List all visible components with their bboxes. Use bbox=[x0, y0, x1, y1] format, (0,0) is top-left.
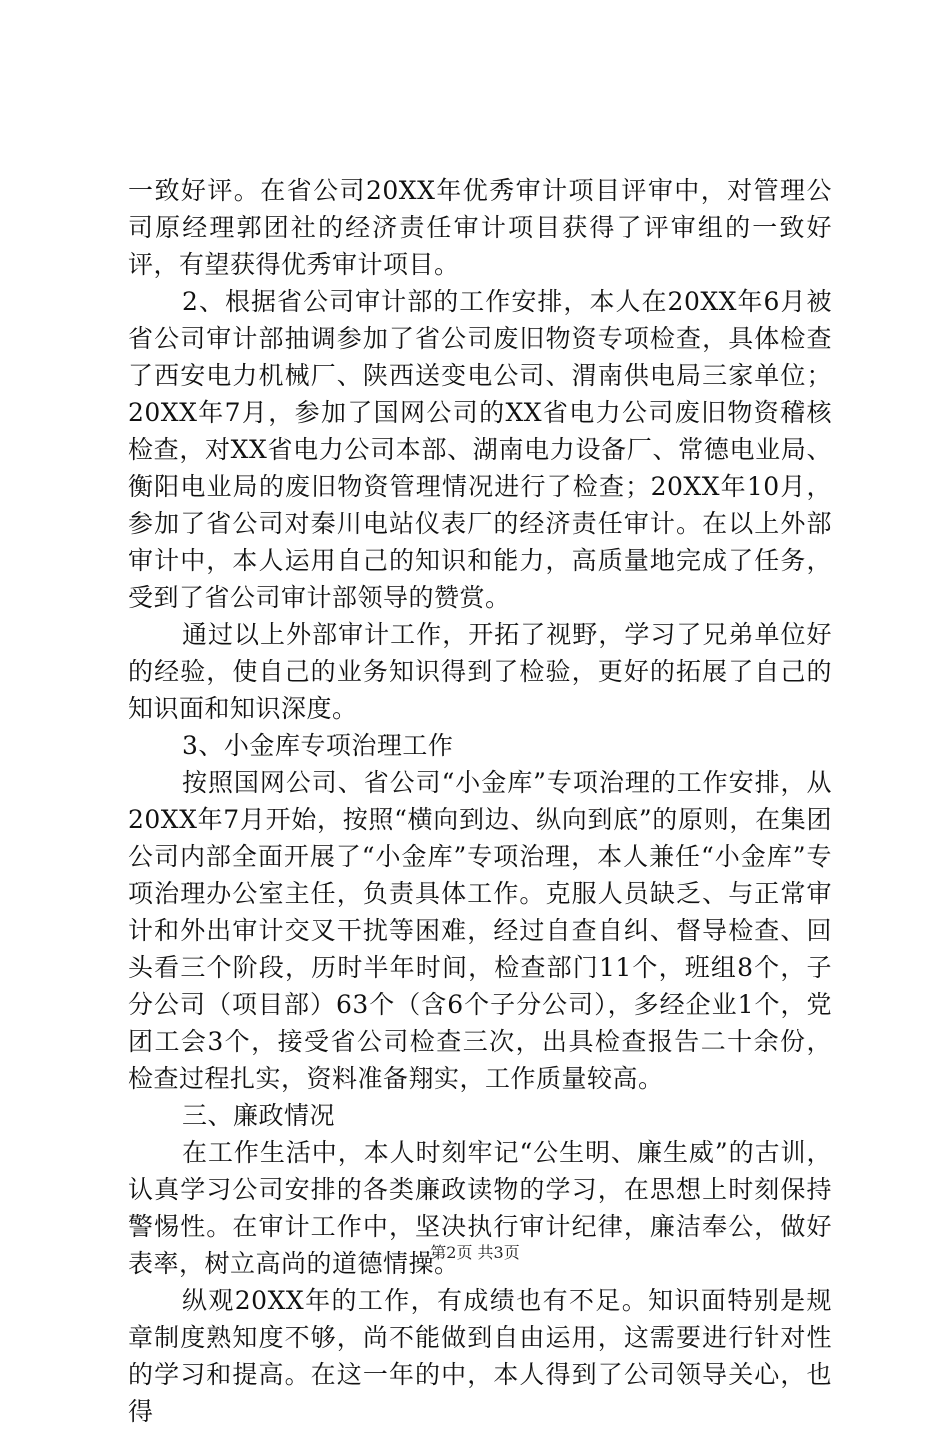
paragraph-integrity: 在工作生活中，本人时刻牢记“公生明、廉生威”的古训，认真学习公司安排的各类廉政读物的学习，在思想上时刻保持警惕性。在审计工作中，坚决执行审计纪律，廉洁奉公，做好表率，树立高尚的道德情操。 bbox=[128, 1138, 832, 1278]
section-heading-integrity: 三、廉政情况 bbox=[182, 1101, 336, 1130]
page-number-footer: 第2页 共3页 bbox=[430, 1243, 520, 1262]
section-heading-small-treasury: 3、小金库专项治理工作 bbox=[182, 731, 454, 760]
paragraph-continuation-review: 一致好评。在省公司20XX年优秀审计项目评审中，对管理公司原经理郭团社的经济责任审计项目获得了评审组的一致好评，有望获得优秀审计项目。 bbox=[128, 176, 832, 279]
paragraph-summary: 纵观20XX年的工作，有成绩也有不足。知识面特别是规章制度熟知度不够，尚不能做到自由运用，这需要进行针对性的学习和提高。在这一年的中，本人得到了公司领导关心，也得 bbox=[128, 1286, 832, 1426]
paragraph-small-treasury-work: 按照国网公司、省公司“小金库”专项治理的工作安排，从20XX年7月开始，按照“横向到边、纵向到底”的原则，在集团公司内部全面开展了“小金库”专项治理，本人兼任“小金库”专项治理办公室主任，负责具体工作。克服人员缺乏、与正常审计和外出审计交叉干扰等困难，经过自查自纠、督导检查、回头看三个阶段，历时半年时间，检查部门11个，班组8个，子分公司（项目部）63个（含6个子分公司），多经企业1个，党团工会3个，接受省公司检查三次，出具检查报告二十余份，检查过程扎实，资料准备翔实，工作质量较高。 bbox=[128, 768, 832, 1093]
paragraph-external-audit: 2、根据省公司审计部的工作安排，本人在20XX年6月被省公司审计部抽调参加了省公司废旧物资专项检查，具体检查了西安电力机械厂、陕西送变电公司、渭南供电局三家单位；20XX年7月，参加了国网公司的XX省电力公司废旧物资稽核检查，对XX省电力公司本部、湖南电力设备厂、常德电业局、衡阳电业局的废旧物资管理情况进行了检查；20XX年10月，参加了省公司对秦川电站仪表厂的经济责任审计。在以上外部审计中，本人运用自己的知识和能力，高质量地完成了任务，受到了省公司审计部领导的赞赏。 bbox=[128, 287, 832, 612]
paragraph-audit-benefits: 通过以上外部审计工作，开拓了视野，学习了兄弟单位好的经验，使自己的业务知识得到了检验，更好的拓展了自己的知识面和知识深度。 bbox=[128, 620, 832, 723]
